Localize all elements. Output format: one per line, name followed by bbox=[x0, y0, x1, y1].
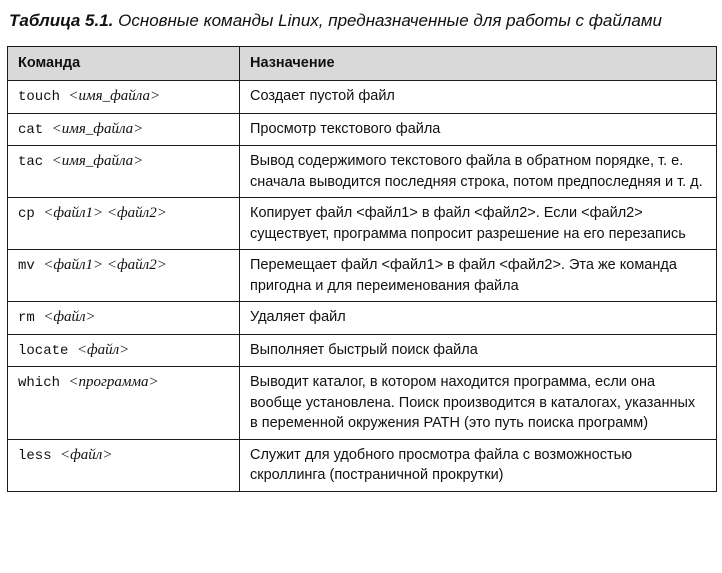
table-row bbox=[8, 334, 717, 367]
table-row bbox=[8, 367, 717, 440]
command-name: less bbox=[18, 447, 52, 464]
description-cell: Удаляет файл bbox=[240, 302, 717, 335]
description-cell: Выполняет быстрый поиск файла bbox=[240, 334, 717, 367]
table-row bbox=[8, 146, 717, 198]
command-name: rm bbox=[18, 310, 35, 326]
command-argument: <имя_файла> bbox=[68, 88, 161, 104]
command-argument: <файл> bbox=[60, 446, 113, 463]
command-argument: <файл> bbox=[76, 341, 130, 358]
command-name: which bbox=[18, 375, 61, 391]
command-cell bbox=[8, 302, 240, 335]
description-cell: Просмотр текстового файла bbox=[240, 113, 717, 146]
description-cell: Копирует файл <файл1> в файл <файл2>. Если <файл2> существует, программа попросит разрешение на его перезапись bbox=[240, 198, 717, 250]
table-row bbox=[8, 113, 717, 146]
description-cell: Служит для удобного просмотра файла с возможностью скроллинга (постраничной прокрутки) bbox=[240, 439, 717, 491]
command-argument: <файл1> <файл2> bbox=[43, 205, 167, 221]
table-row bbox=[8, 198, 717, 250]
description-cell: Перемещает файл <файл1> в файл <файл2>. Эта же команда пригодна и для переименования файла bbox=[240, 250, 717, 302]
description-cell: Выводит каталог, в котором находится программа, если она вообще установлена. Поиск производится в каталогах, указанных в переменной окружения PATH (это путь поиска программ) bbox=[240, 367, 717, 440]
command-cell bbox=[8, 334, 240, 367]
command-argument: <файл> bbox=[43, 309, 96, 325]
command-argument: <имя_файла> bbox=[51, 153, 144, 169]
caption-label: Таблица 5.1. bbox=[9, 11, 114, 30]
caption-text: Основные команды Linux, предназначенные для работы с файлами bbox=[118, 11, 662, 30]
description-cell: Создает пустой файл bbox=[240, 81, 717, 114]
command-cell bbox=[8, 439, 240, 491]
header-purpose: Назначение bbox=[240, 47, 717, 81]
table-caption bbox=[9, 6, 721, 36]
commands-table bbox=[7, 46, 717, 492]
command-name: tac bbox=[18, 154, 44, 170]
command-name: touch bbox=[18, 89, 61, 105]
table-row bbox=[8, 250, 717, 302]
header-row bbox=[8, 47, 717, 81]
command-argument: <программа> bbox=[68, 374, 159, 390]
command-name: locate bbox=[18, 342, 69, 359]
table-row bbox=[8, 302, 717, 335]
command-cell bbox=[8, 146, 240, 198]
header-command: Команда bbox=[8, 47, 240, 81]
command-cell bbox=[8, 367, 240, 440]
command-name: cp bbox=[18, 206, 35, 222]
description-cell: Вывод содержимого текстового файла в обратном порядке, т. е. сначала выводится последняя строка, потом предпоследняя и т. д. bbox=[240, 146, 717, 198]
command-cell bbox=[8, 250, 240, 302]
command-cell bbox=[8, 113, 240, 146]
command-name: mv bbox=[18, 258, 35, 274]
table-row bbox=[8, 81, 717, 114]
command-cell bbox=[8, 198, 240, 250]
command-argument: <имя_файла> bbox=[51, 120, 144, 137]
command-name: cat bbox=[18, 121, 44, 138]
table-row bbox=[8, 439, 717, 491]
command-cell bbox=[8, 81, 240, 114]
command-argument: <файл1> <файл2> bbox=[43, 257, 167, 273]
